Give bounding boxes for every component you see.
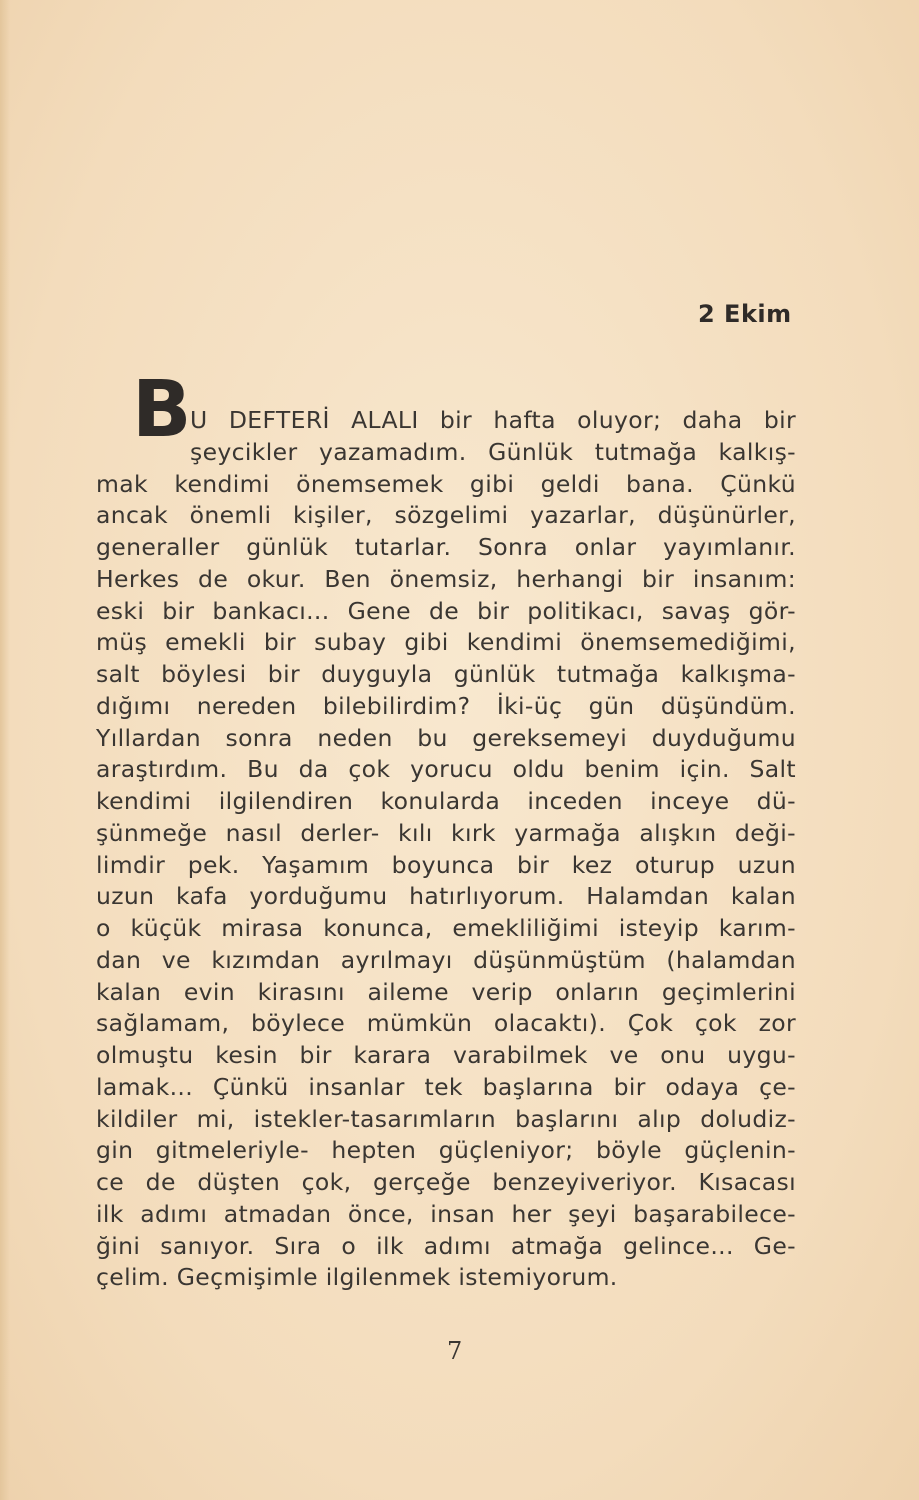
text-line: ancak önemli kişiler, sözgelimi yazarlar, düşünürler, xyxy=(96,501,796,530)
text-line: mak kendimi önemsemek gibi geldi bana. Çünkü xyxy=(96,469,796,498)
text-line: generaller günlük tutarlar. Sonra onlar yayımlanır. xyxy=(96,533,796,561)
text-line: araştırdım. Bu da çok yorucu oldu benim için. Salt xyxy=(96,755,796,784)
text-line: lamak... Çünkü insanlar tek başlarına bir odaya çe- xyxy=(96,1072,796,1101)
text-line: o küçük mirasa konunca, emekliliğimi isteyip karım- xyxy=(96,914,796,942)
text-line: gin gitmeleriyle- hepten güçleniyor; böyle güçlenin- xyxy=(96,1136,796,1165)
text-line: U DEFTERİ ALALI bir hafta oluyor; daha bir xyxy=(190,406,796,434)
text-line: olmuştu kesin bir karara varabilmek ve onu uygu- xyxy=(96,1041,796,1069)
diary-entry-text xyxy=(96,405,796,1294)
text-line: ce de düşten çok, gerçeğe benzeyiveriyor. Kısacası xyxy=(96,1168,796,1196)
text-line: kendimi ilgilendiren konularda inceden inceye dü- xyxy=(96,787,796,815)
text-line: Herkes de okur. Ben önemsiz, herhangi bir insanım: xyxy=(96,564,796,593)
text-line: ilk adımı atmadan önce, insan her şeyi başarabilece- xyxy=(96,1199,796,1228)
text-line: sağlamam, böylece mümkün olacaktı). Çok çok zor xyxy=(96,1009,796,1038)
text-line: dığımı nereden bilebilirdim? İki-üç gün düşündüm. xyxy=(96,691,796,720)
text-line: dan ve kızımdan ayrılmayı düşünmüştüm (halamdan xyxy=(96,945,796,974)
text-line: limdir pek. Yaşamım boyunca bir kez oturup uzun xyxy=(96,850,796,879)
text-line: kalan evin kirasını aileme verip onların geçimlerini xyxy=(96,977,796,1006)
text-line: eski bir bankacı... Gene de bir politikacı, savaş gör- xyxy=(96,596,796,625)
text-line: Yıllardan sonra neden bu gereksemeyi duyduğumu xyxy=(96,723,796,752)
page-edge-shadow xyxy=(0,0,10,1500)
text-line: ğini sanıyor. Sıra o ilk adımı atmağa gelince... Ge- xyxy=(96,1231,796,1260)
text-line: salt böylesi bir duyguyla günlük tutmağa kalkışma- xyxy=(96,660,796,688)
text-line: müş emekli bir subay gibi kendimi önemsemediğimi, xyxy=(96,628,796,657)
text-line: şeycikler yazamadım. Günlük tutmağa kalkış- xyxy=(190,437,796,466)
entry-date-heading: 2 Ekim xyxy=(698,300,792,328)
text-line: şünmeğe nasıl derler- kılı kırk yarmağa alışkın deği- xyxy=(96,818,796,847)
text-line: kildiler mi, istekler-tasarımların başlarını alıp doludiz- xyxy=(96,1104,796,1133)
drop-cap-letter: B xyxy=(132,365,192,455)
text-line: çelim. Geçmişimle ilgilenmek istemiyorum. xyxy=(96,1263,618,1292)
page-number: 7 xyxy=(447,1337,463,1365)
text-line: uzun kafa yorduğumu hatırlıyorum. Halamdan kalan xyxy=(96,882,796,911)
